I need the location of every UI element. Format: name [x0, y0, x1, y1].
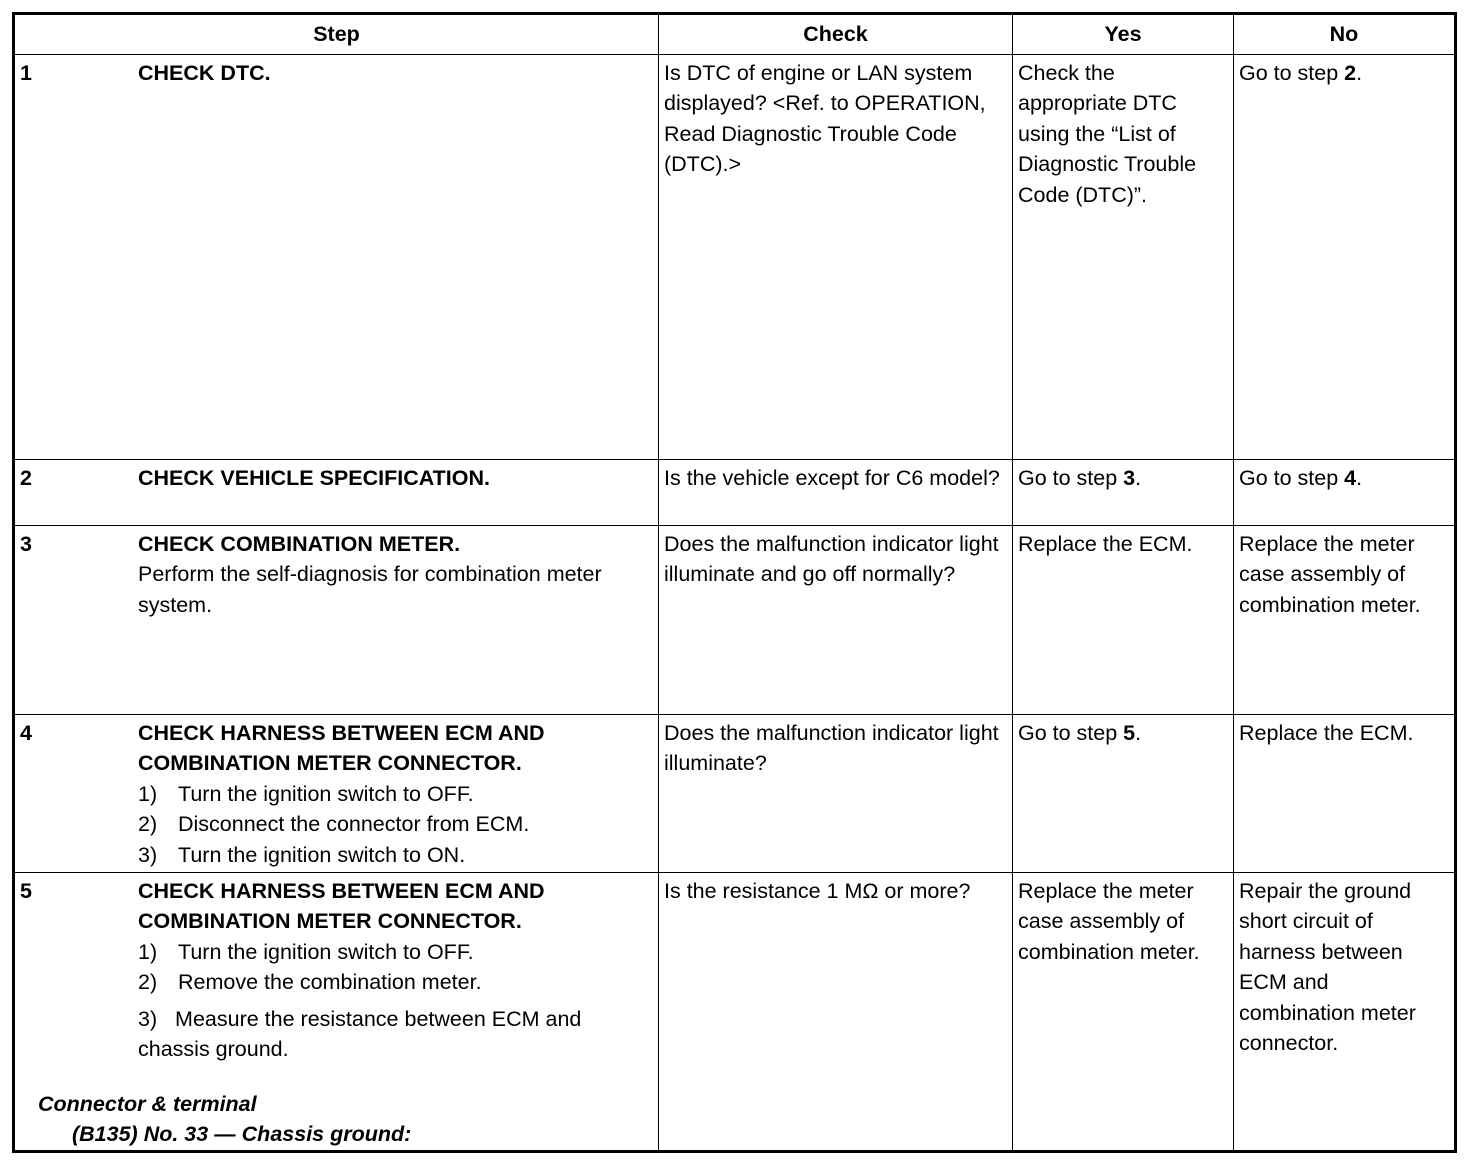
no-cell: [1234, 459, 1456, 525]
substep-number: 1): [138, 781, 158, 806]
step-title: CHECK HARNESS BETWEEN ECM AND COMBINATION METER CONNECTOR.: [138, 878, 545, 933]
substep: [138, 1004, 653, 1065]
yes-cell: Replace the meter case assembly of combination meter.: [1013, 872, 1234, 1151]
no-cell: Replace the meter case assembly of combination meter.: [1234, 525, 1456, 714]
substep: [138, 840, 653, 871]
yes-cell: [1013, 459, 1234, 525]
check-cell: Does the malfunction indicator light illuminate?: [659, 714, 1013, 872]
yes-cell: Check the appropriate DTC using the “List of Diagnostic Trouble Code (DTC)”.: [1013, 54, 1234, 459]
check-cell: Is the vehicle except for C6 model?: [659, 459, 1013, 525]
step-number: 5: [20, 878, 32, 903]
no-step-link: 2: [1344, 60, 1357, 85]
spec-value: (B135) No. 33 — Chassis ground:: [72, 1122, 412, 1146]
diagnostic-table: [12, 12, 1457, 1153]
substep-number: 3): [138, 842, 158, 867]
yes-suffix: .: [1135, 465, 1142, 490]
table-row: [14, 872, 1456, 1151]
check-cell: Does the malfunction indicator light illuminate and go off normally?: [659, 525, 1013, 714]
yes-step-link: 5: [1123, 720, 1136, 745]
step-description: Perform the self-diagnosis for combination meter system.: [138, 562, 602, 617]
step-number: 1: [20, 60, 32, 85]
step-title: CHECK COMBINATION METER.: [138, 531, 461, 556]
substep-text: Turn the ignition switch to OFF.: [178, 939, 474, 964]
yes-cell: [1013, 714, 1234, 872]
step-number: 3: [20, 531, 32, 556]
header-step: Step: [14, 14, 659, 55]
substep: [138, 779, 653, 810]
no-prefix: Go to step: [1239, 465, 1345, 490]
header-row: [14, 14, 1456, 55]
header-no: No: [1234, 14, 1456, 55]
yes-suffix: .: [1135, 720, 1142, 745]
step-cell: [14, 525, 659, 714]
yes-prefix: Go to step: [1018, 465, 1124, 490]
substep-text: Turn the ignition switch to OFF.: [178, 781, 474, 806]
substep-text: Disconnect the connector from ECM.: [178, 812, 530, 836]
no-suffix: .: [1356, 60, 1363, 85]
no-prefix: Go to step: [1239, 60, 1345, 85]
substep: [138, 809, 653, 840]
yes-cell: Replace the ECM.: [1013, 525, 1234, 714]
step-number: 2: [20, 465, 32, 490]
check-cell: Is the resistance 1 MΩ or more?: [659, 872, 1013, 1151]
step-cell: [14, 54, 659, 459]
header-yes: Yes: [1013, 14, 1234, 55]
yes-prefix: Go to step: [1018, 720, 1124, 745]
substep-text: Measure the resistance between ECM and chassis ground.: [138, 1006, 582, 1061]
table-row: [14, 714, 1456, 872]
substep-number: 3): [138, 1006, 158, 1031]
step-cell: [14, 872, 659, 1151]
substep-text: Turn the ignition switch to ON.: [178, 842, 466, 867]
step-title: CHECK HARNESS BETWEEN ECM AND COMBINATION METER CONNECTOR.: [138, 720, 545, 775]
step-title: CHECK VEHICLE SPECIFICATION.: [138, 465, 490, 490]
header-check: Check: [659, 14, 1013, 55]
substep-number: 2): [138, 970, 158, 994]
substep-number: 2): [138, 812, 158, 836]
spec-value-wrap: [38, 1119, 653, 1150]
step-cell: [14, 714, 659, 872]
substep: [138, 937, 653, 968]
table-row: [14, 459, 1456, 525]
step-number: 4: [20, 720, 32, 745]
substep-number: 1): [138, 939, 158, 964]
yes-step-link: 3: [1123, 465, 1136, 490]
step-title: CHECK DTC.: [138, 60, 271, 85]
no-cell: [1234, 54, 1456, 459]
no-cell: Replace the ECM.: [1234, 714, 1456, 872]
table-row: [14, 54, 1456, 459]
no-suffix: .: [1356, 465, 1363, 490]
no-step-link: 4: [1344, 465, 1357, 490]
step-cell: [14, 459, 659, 525]
spec-label: Connector & terminal: [38, 1091, 257, 1116]
check-cell: Is DTC of engine or LAN system displayed? <Ref. to OPERATION, Read Diagnostic Trouble Code (DTC).>: [659, 54, 1013, 459]
substep-text: Remove the combination meter.: [178, 970, 482, 994]
table-row: [14, 525, 1456, 714]
substep: [138, 967, 653, 998]
no-cell: Repair the ground short circuit of harness between ECM and combination meter connector.: [1234, 872, 1456, 1151]
